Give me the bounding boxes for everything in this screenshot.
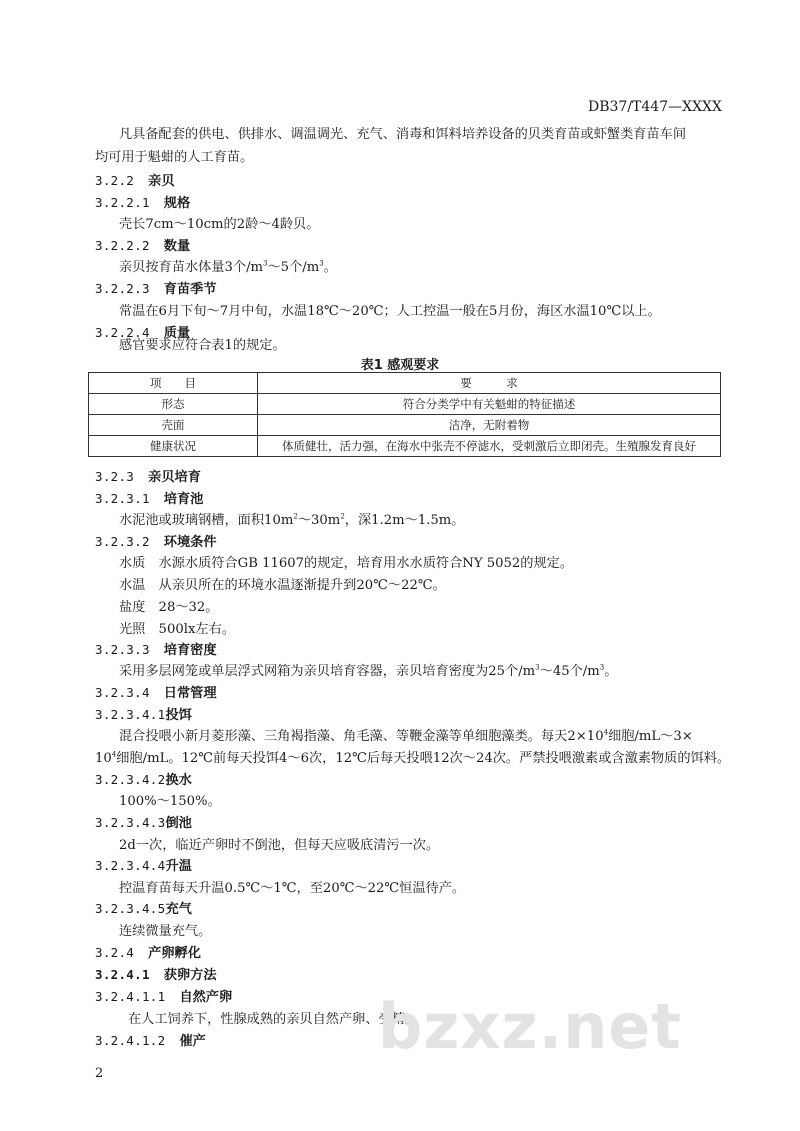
density-text — [119, 660, 617, 679]
text-part: 细胞/mL。12℃前每天投饵4～6次，12℃后每天投喂12次～24次。严禁投喂激素或含激素物质的饵料。 — [116, 751, 731, 766]
table-cell: 洁净，无附着物 — [258, 415, 721, 436]
section-title: 产卵孵化 — [148, 946, 201, 961]
text-part: 水泥池或玻璃钢槽，面积10m — [119, 513, 294, 528]
section-heading-3-2-4-1-2 — [95, 1030, 206, 1049]
light-text: 光照 500lx左右。 — [119, 622, 235, 637]
table-header-cell: 要 求 — [258, 373, 721, 394]
pond-transfer-text: 2d一次，临近产卵时不倒池，但每天应吸底清污一次。 — [119, 838, 440, 853]
section-title: 获卵方法 — [163, 968, 217, 983]
section-number: 3.2.3.4 — [95, 685, 150, 700]
water-temperature-text: 水温 从亲贝所在的环境水温逐渐提升到20℃～22℃。 — [119, 578, 446, 593]
table-cell: 形态 — [89, 394, 258, 415]
superscript: 3 — [535, 663, 540, 672]
superscript: 2 — [293, 512, 298, 521]
section-heading-3-2-2-1 — [95, 192, 190, 211]
season-text: 常温在6月下旬～7月中旬，水温18℃～20℃；人工控温一般在5月份，海区水温10℃以上。 — [119, 304, 661, 319]
section-title: 规格 — [163, 196, 191, 211]
text-part: 采用多层网笼或单层浮式网箱为亲贝培育容器，亲贝培育密度为25个/m — [119, 664, 536, 679]
section-title: 亲贝培育 — [148, 470, 201, 485]
superscript: 3 — [263, 259, 268, 268]
salinity-text: 盐度 28～32。 — [119, 600, 219, 615]
section-title: 催产 — [179, 1034, 206, 1049]
section-heading-3-2-3-4-4 — [95, 855, 192, 874]
section-heading-3-2-4-1-1 — [95, 986, 232, 1005]
section-title: 育苗季节 — [163, 282, 217, 297]
document-header: DB37/T447—XXXX — [588, 99, 722, 115]
heating-text: 控温育苗每天升温0.5℃～1℃，至20℃～22℃恒温待产。 — [119, 881, 466, 896]
section-number: 3.2.4 — [95, 945, 135, 960]
section-title: 数量 — [163, 239, 191, 254]
section-number: 3.2.3 — [95, 469, 135, 484]
table-row — [89, 436, 721, 457]
section-heading-3-2-2-2 — [95, 235, 190, 254]
section-title: 倒池 — [165, 816, 192, 831]
superscript: 4 — [111, 750, 117, 759]
superscript: 3 — [599, 663, 605, 672]
superscript: 4 — [603, 728, 609, 737]
section-title: 投饵 — [165, 708, 192, 723]
text-part: 10 — [95, 751, 112, 766]
table-caption: 表1 感观要求 — [360, 358, 440, 373]
text-part: ～30m — [297, 513, 341, 528]
text-part: ～45个/m — [539, 664, 600, 679]
section-title: 充气 — [165, 902, 192, 917]
text-part: 亲贝按育苗水体量3个/m — [119, 260, 264, 275]
text-part: 。 — [323, 260, 337, 275]
section-number: 3.2.3.4.1 — [95, 707, 166, 722]
section-number: 3.2.2.3 — [95, 281, 150, 296]
section-title: 环境条件 — [163, 535, 217, 550]
section-number: 3.2.3.4.2 — [95, 772, 166, 787]
section-number: 3.2.3.1 — [95, 491, 150, 506]
section-heading-3-2-3-4-2 — [95, 769, 192, 788]
superscript: 3 — [319, 259, 324, 268]
section-title: 培育密度 — [163, 643, 217, 658]
table-cell: 体质健壮，活力强，在海水中张壳不停滤水，受刺激后立即闭壳。生殖腺发育良好 — [258, 436, 721, 457]
section-number: 3.2.4.1.2 — [95, 1033, 166, 1048]
section-number: 3.2.4.1 — [95, 967, 150, 982]
text-part: ，深1.2m～1.5m。 — [344, 513, 465, 528]
section-heading-3-2-3-1 — [95, 488, 203, 507]
section-title: 日常管理 — [163, 686, 217, 701]
section-heading-3-2-3-2 — [95, 531, 217, 550]
intro-paragraph-line-2: 均可用于魁蚶的人工育苗。 — [95, 150, 254, 165]
superscript: 2 — [340, 512, 345, 521]
section-heading-3-2-2-3 — [95, 278, 217, 297]
sensory-requirements-table — [88, 372, 721, 457]
text-part: 混合投喂小新月菱形藻、三角褐指藻、角毛藻、等鞭金藻等单细胞藻类。每天2×10 — [119, 729, 604, 744]
section-number: 3.2.3.4.4 — [95, 858, 166, 873]
feeding-text-line-1 — [119, 725, 693, 744]
aeration-text: 连续微量充气。 — [119, 924, 212, 939]
table-row — [89, 415, 721, 436]
table-cell: 健康状况 — [89, 436, 258, 457]
table-row — [89, 394, 721, 415]
section-heading-3-2-3 — [95, 466, 201, 485]
section-title: 质量 — [163, 326, 191, 341]
watermark: bzxz.net — [378, 990, 682, 1063]
section-title: 培育池 — [163, 492, 204, 507]
section-number: 3.2.2.2 — [95, 238, 150, 253]
section-title: 升温 — [165, 859, 192, 874]
pond-text — [119, 509, 465, 528]
section-number: 3.2.3.4.3 — [95, 815, 166, 830]
section-heading-3-2-4 — [95, 942, 201, 961]
section-number: 3.2.3.2 — [95, 534, 150, 549]
section-heading-3-2-4-1 — [95, 964, 217, 983]
water-quality-text: 水质 水源水质符合GB 11607的规定，培育用水水质符合NY 5052的规定。 — [119, 556, 574, 571]
table-cell: 壳面 — [89, 415, 258, 436]
section-number: 3.2.2.4 — [95, 325, 150, 340]
section-number: 3.2.2 — [95, 173, 135, 188]
section-title: 自然产卵 — [179, 990, 233, 1005]
quality-text: 感官要求应符合表1的规定。 — [119, 338, 286, 353]
section-heading-3-2-3-3 — [95, 639, 217, 658]
section-heading-3-2-3-4-1 — [95, 704, 192, 723]
spec-text: 壳长7cm～10cm的2龄～4龄贝。 — [119, 217, 320, 232]
section-number: 3.2.2.1 — [95, 195, 150, 210]
section-title: 换水 — [165, 773, 192, 788]
quantity-text — [119, 256, 337, 275]
section-heading-3-2-3-4-5 — [95, 898, 192, 917]
section-heading-3-2-3-4 — [95, 682, 217, 701]
water-change-text: 100%～150%。 — [119, 794, 221, 809]
section-heading-3-2-3-4-3 — [95, 812, 192, 831]
section-number: 3.2.4.1.1 — [95, 989, 166, 1004]
text-part: 。 — [604, 664, 618, 679]
intro-paragraph-line-1: 凡具备配套的供电、供排水、调温调光、充气、消毒和饵料培养设备的贝类育苗或虾蟹类育苗车间 — [119, 127, 687, 142]
natural-spawning-text: 在人工饲养下，性腺成熟的亲贝自然产卵、受精。 — [128, 1012, 419, 1027]
section-number: 3.2.3.3 — [95, 642, 150, 657]
page-number: 2 — [95, 1066, 104, 1081]
table-header-row — [89, 373, 721, 394]
text-part: 细胞/mL～3× — [608, 729, 693, 744]
table-cell: 符合分类学中有关魁蚶的特征描述 — [258, 394, 721, 415]
section-title: 亲贝 — [148, 174, 175, 189]
section-heading-3-2-2 — [95, 170, 175, 189]
feeding-text-line-2 — [95, 747, 730, 766]
section-number: 3.2.3.4.5 — [95, 901, 166, 916]
text-part: ～5个/m — [267, 260, 320, 275]
table-header-cell: 项 目 — [89, 373, 258, 394]
